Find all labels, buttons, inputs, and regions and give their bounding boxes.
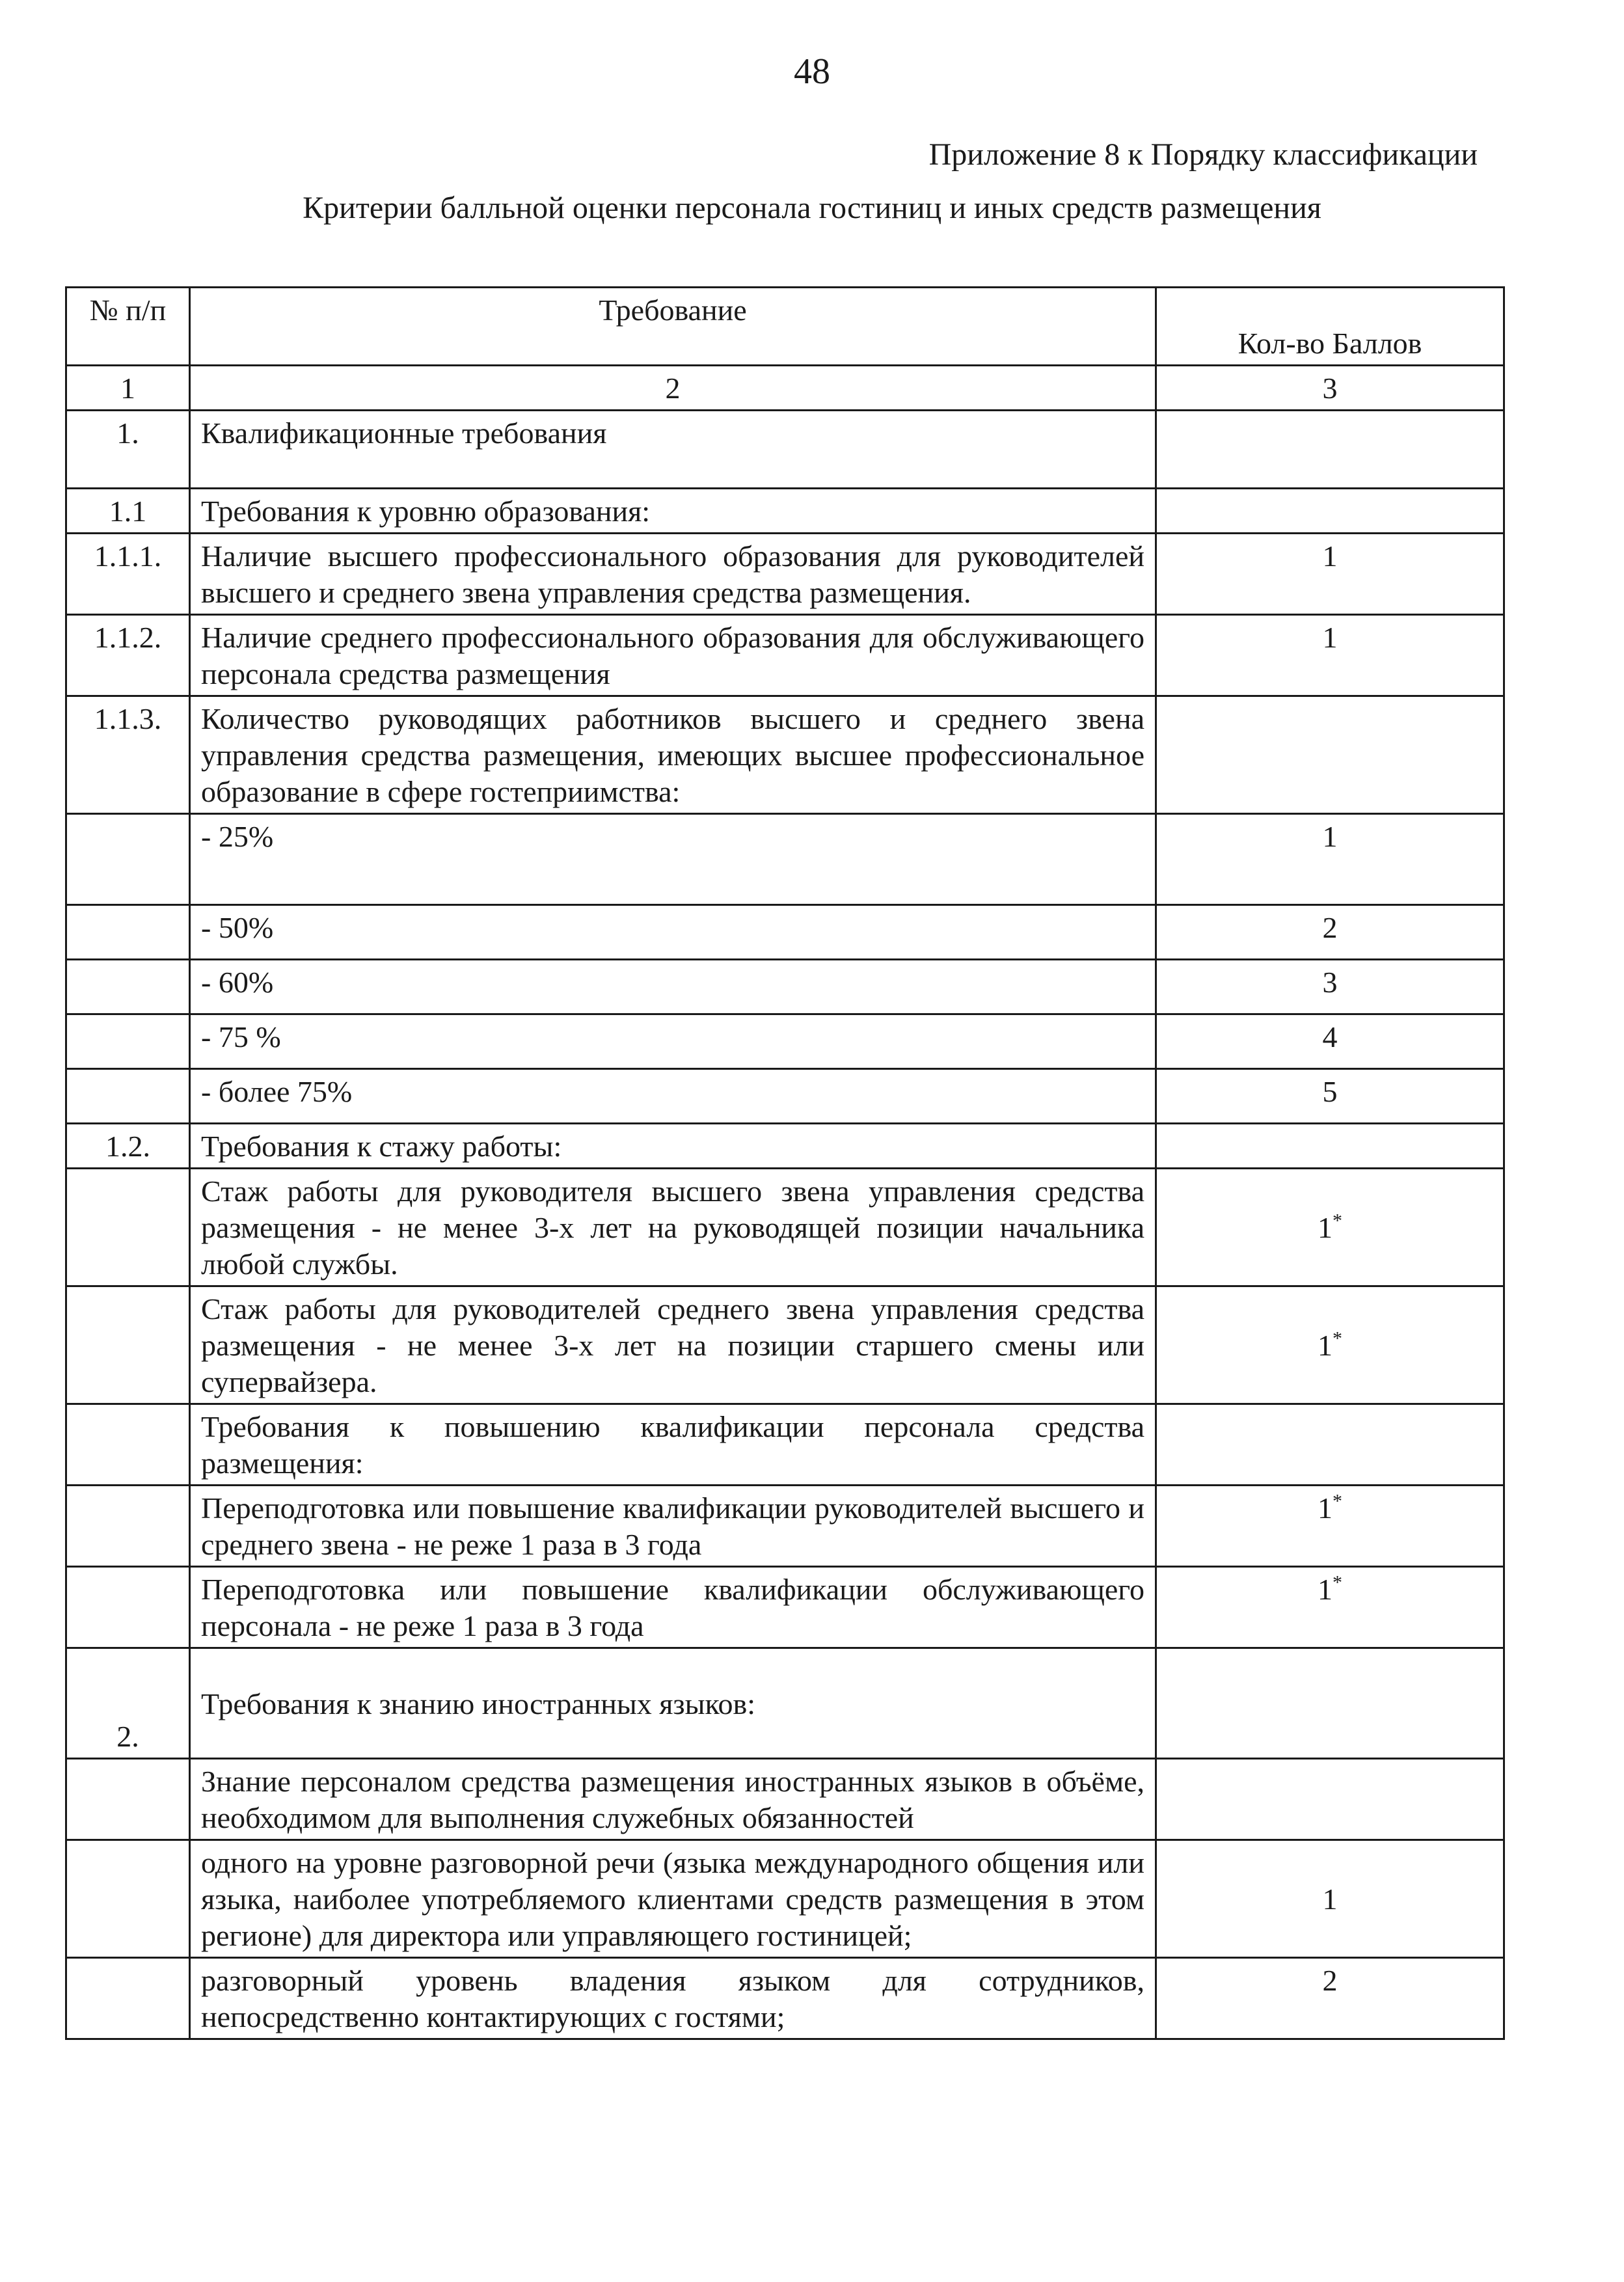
row-number bbox=[66, 1014, 190, 1069]
index-3: 3 bbox=[1156, 366, 1504, 411]
row-requirement: Требования к стажу работы: bbox=[190, 1124, 1156, 1169]
row-points-value: 1 bbox=[1318, 1491, 1333, 1525]
table-row bbox=[66, 960, 1504, 1014]
row-requirement: Наличие среднего профессионального образования для обслуживающего персонала средства размещения bbox=[190, 615, 1156, 696]
row-points bbox=[1156, 696, 1504, 814]
row-number bbox=[66, 1069, 190, 1124]
row-requirement: Наличие высшего профессионального образования для руководителей высшего и среднего звена управления средства размещения. bbox=[190, 534, 1156, 615]
row-number bbox=[66, 1840, 190, 1958]
table-row bbox=[66, 1069, 1504, 1124]
row-number: 1. bbox=[66, 411, 190, 489]
criteria-table bbox=[65, 286, 1505, 2040]
row-requirement: Количество руководящих работников высшего и среднего звена управления средства размещения, имеющих высшее профессиональное образование в сфере гостеприимства: bbox=[190, 696, 1156, 814]
row-number: 1.1.3. bbox=[66, 696, 190, 814]
row-requirement: - более 75% bbox=[190, 1069, 1156, 1124]
row-requirement: - 25% bbox=[190, 814, 1156, 905]
header-requirement: Требование bbox=[190, 288, 1156, 366]
row-points: 3 bbox=[1156, 960, 1504, 1014]
appendix-label: Приложение 8 к Порядку классификации bbox=[928, 137, 1478, 172]
row-points: 1 bbox=[1156, 615, 1504, 696]
row-requirement: Квалификационные требования bbox=[190, 411, 1156, 489]
table-row bbox=[66, 1014, 1504, 1069]
table-header-row bbox=[66, 288, 1504, 366]
row-requirement: Переподготовка или повышение квалификации руководителей высшего и среднего звена - не реже 1 раза в 3 года bbox=[190, 1486, 1156, 1567]
row-requirement: - 75 % bbox=[190, 1014, 1156, 1069]
row-points bbox=[1156, 1169, 1504, 1286]
row-requirement: Стаж работы для руководителей среднего звена управления средства размещения - не менее 3-х лет на позиции старшего смены или супервайзера. bbox=[190, 1286, 1156, 1404]
row-points bbox=[1156, 1567, 1504, 1648]
row-number: 1.1 bbox=[66, 489, 190, 534]
page-number: 48 bbox=[794, 51, 830, 92]
footnote-mark: * bbox=[1333, 1210, 1342, 1232]
row-number bbox=[66, 1486, 190, 1567]
footnote-mark: * bbox=[1333, 1327, 1342, 1350]
table-row bbox=[66, 1958, 1504, 2039]
row-points bbox=[1156, 1759, 1504, 1840]
row-points bbox=[1156, 1404, 1504, 1486]
row-number bbox=[66, 905, 190, 960]
table-row bbox=[66, 1286, 1504, 1404]
row-points: 4 bbox=[1156, 1014, 1504, 1069]
row-number: 2. bbox=[66, 1648, 190, 1759]
row-requirement: Стаж работы для руководителя высшего звена управления средства размещения - не менее 3-х лет на руководящей позиции начальника любой службы. bbox=[190, 1169, 1156, 1286]
row-number bbox=[66, 1759, 190, 1840]
row-requirement: Требования к уровню образования: bbox=[190, 489, 1156, 534]
row-number: 1.1.2. bbox=[66, 615, 190, 696]
header-number: № п/п bbox=[66, 288, 190, 366]
table-row bbox=[66, 534, 1504, 615]
table-row bbox=[66, 1124, 1504, 1169]
row-number: 1.1.1. bbox=[66, 534, 190, 615]
header-points: Кол-во Баллов bbox=[1156, 288, 1504, 366]
table-row bbox=[66, 489, 1504, 534]
row-number bbox=[66, 1567, 190, 1648]
row-points bbox=[1156, 489, 1504, 534]
table-row bbox=[66, 1404, 1504, 1486]
footnote-mark: * bbox=[1333, 1490, 1342, 1512]
row-points: 1 bbox=[1156, 534, 1504, 615]
table-row bbox=[66, 814, 1504, 905]
table-row bbox=[66, 905, 1504, 960]
table-row bbox=[66, 615, 1504, 696]
row-number bbox=[66, 1286, 190, 1404]
table-row bbox=[66, 1567, 1504, 1648]
row-points bbox=[1156, 1286, 1504, 1404]
table-row bbox=[66, 696, 1504, 814]
table-row bbox=[66, 411, 1504, 489]
row-requirement: одного на уровне разговорной речи (языка международного общения или языка, наиболее употребляемого клиентами средств размещения в этом регионе) для директора или управляющего гостиницей; bbox=[190, 1840, 1156, 1958]
index-1: 1 bbox=[66, 366, 190, 411]
row-number bbox=[66, 1958, 190, 2039]
row-points bbox=[1156, 1124, 1504, 1169]
row-points: 1 bbox=[1156, 1840, 1504, 1958]
row-points bbox=[1156, 1486, 1504, 1567]
row-requirement: Знание персоналом средства размещения иностранных языков в объёме, необходимом для выполнения служебных обязанностей bbox=[190, 1759, 1156, 1840]
table-row bbox=[66, 1169, 1504, 1286]
table-row bbox=[66, 1648, 1504, 1759]
table-row bbox=[66, 1840, 1504, 1958]
row-points: 2 bbox=[1156, 905, 1504, 960]
footnote-mark: * bbox=[1333, 1571, 1342, 1594]
row-points bbox=[1156, 1648, 1504, 1759]
row-points-value: 1 bbox=[1318, 1211, 1333, 1244]
document-title: Критерии балльной оценки персонала гостиниц и иных средств размещения bbox=[303, 191, 1321, 225]
row-points bbox=[1156, 411, 1504, 489]
row-points: 1 bbox=[1156, 814, 1504, 905]
row-requirement: - 50% bbox=[190, 905, 1156, 960]
row-points: 2 bbox=[1156, 1958, 1504, 2039]
row-number bbox=[66, 814, 190, 905]
table-row bbox=[66, 1759, 1504, 1840]
row-number bbox=[66, 1169, 190, 1286]
row-requirement: Требования к знанию иностранных языков: bbox=[190, 1648, 1156, 1759]
index-row bbox=[66, 366, 1504, 411]
row-requirement: Требования к повышению квалификации персонала средства размещения: bbox=[190, 1404, 1156, 1486]
index-2: 2 bbox=[190, 366, 1156, 411]
row-requirement: разговорный уровень владения языком для сотрудников, непосредственно контактирующих с гостями; bbox=[190, 1958, 1156, 2039]
row-number bbox=[66, 960, 190, 1014]
row-requirement: Переподготовка или повышение квалификации обслуживающего персонала - не реже 1 раза в 3 года bbox=[190, 1567, 1156, 1648]
row-points-value: 1 bbox=[1318, 1573, 1333, 1606]
table-row bbox=[66, 1486, 1504, 1567]
row-points: 5 bbox=[1156, 1069, 1504, 1124]
row-number bbox=[66, 1404, 190, 1486]
row-requirement: - 60% bbox=[190, 960, 1156, 1014]
row-number: 1.2. bbox=[66, 1124, 190, 1169]
row-points-value: 1 bbox=[1318, 1329, 1333, 1362]
